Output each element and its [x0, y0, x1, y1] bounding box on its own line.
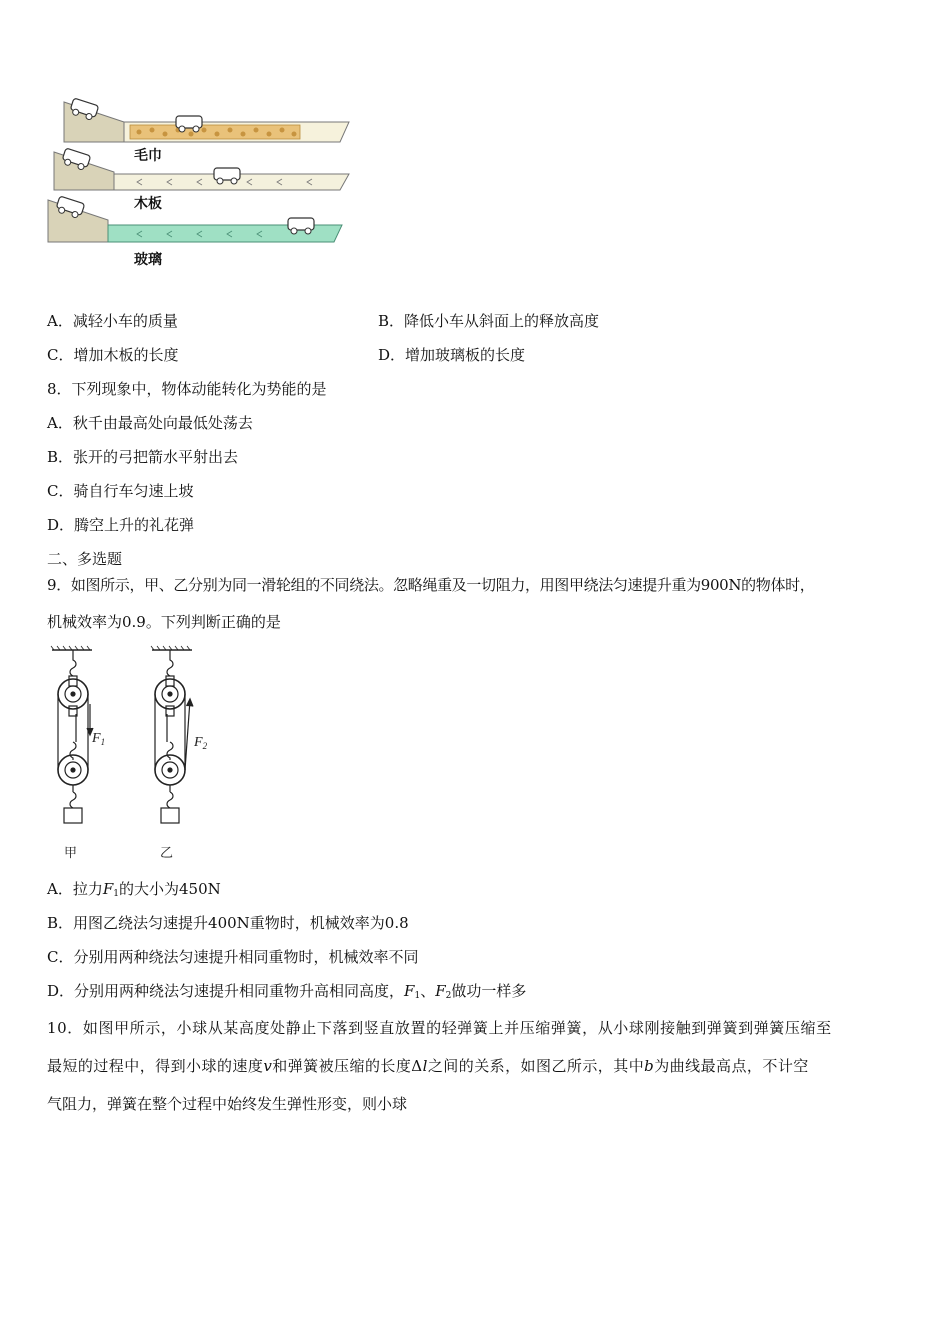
q7-option-b: B．降低小车从斜面上的释放高度	[378, 312, 600, 330]
q10-stem-line1: 10．如图甲所示，小球从某高度处静止下落到竖直放置的轻弹簧上并压缩弹簧，从小球刚接触到弹簧到弹簧压缩至	[47, 1019, 832, 1037]
q10-stem-line2: 最短的过程中，得到小球的速度v和弹簧被压缩的长度Δl之间的关系，如图乙所示，其中b为曲线最高点，不计空	[47, 1057, 809, 1075]
ramp-row-wood	[54, 148, 349, 190]
ramp-row-towel	[64, 98, 349, 142]
q8-option-a: A．秋千由最高处向最低处荡去	[47, 414, 253, 432]
q9-stem-line1: 9．如图所示，甲、乙分别为同一滑轮组的不同绕法。忽略绳重及一切阻力，用图甲绕法匀速提升重为900N的物体时，	[47, 576, 815, 594]
q7-option-c: C．增加木板的长度	[47, 346, 179, 364]
ramp-experiment-figure	[44, 92, 364, 272]
q8-option-d: D．腾空上升的礼花弹	[47, 516, 195, 534]
ramp-row-glass	[48, 196, 342, 242]
q7-option-a: A．减轻小车的质量	[47, 312, 178, 330]
section-heading: 二、多选题	[47, 550, 123, 568]
q8-option-c: C．骑自行车匀速上坡	[47, 482, 194, 500]
pulley-label-jia: 甲	[64, 846, 78, 861]
q9-option-a: A．拉力$F_1$的大小为450N	[47, 880, 221, 899]
pulley-force-label-f2: $F_2$	[194, 735, 208, 751]
pulley-system-yi	[151, 646, 193, 823]
pulley-figure	[40, 642, 230, 867]
pulley-force-label-f1: $F_1$	[92, 731, 106, 747]
pulley-system-jia	[51, 646, 93, 823]
q9-stem-line2: 机械效率为0.9。下列判断正确的是	[47, 613, 281, 631]
q7-option-d: D．增加玻璃板的长度	[378, 346, 526, 364]
q8-option-b: B．张开的弓把箭水平射出去	[47, 448, 239, 466]
ramp-label-towel: 毛巾	[134, 148, 162, 164]
q9-option-c: C．分别用两种绕法匀速提升相同重物时，机械效率不同	[47, 948, 419, 966]
q8-stem: 8．下列现象中，物体动能转化为势能的是	[47, 380, 327, 398]
pulley-label-yi: 乙	[160, 846, 174, 861]
ramp-label-wood: 木板	[134, 196, 162, 212]
q10-stem-line3: 气阻力，弹簧在整个过程中始终发生弹性形变，则小球	[47, 1095, 408, 1113]
q9-option-b: B．用图乙绕法匀速提升400N重物时，机械效率为0.8	[47, 914, 409, 932]
q9-option-d: D．分别用两种绕法匀速提升相同重物升高相同高度，$F_1$、$F_2$做功一样多	[47, 982, 527, 1001]
ramp-label-glass: 玻璃	[134, 252, 162, 268]
